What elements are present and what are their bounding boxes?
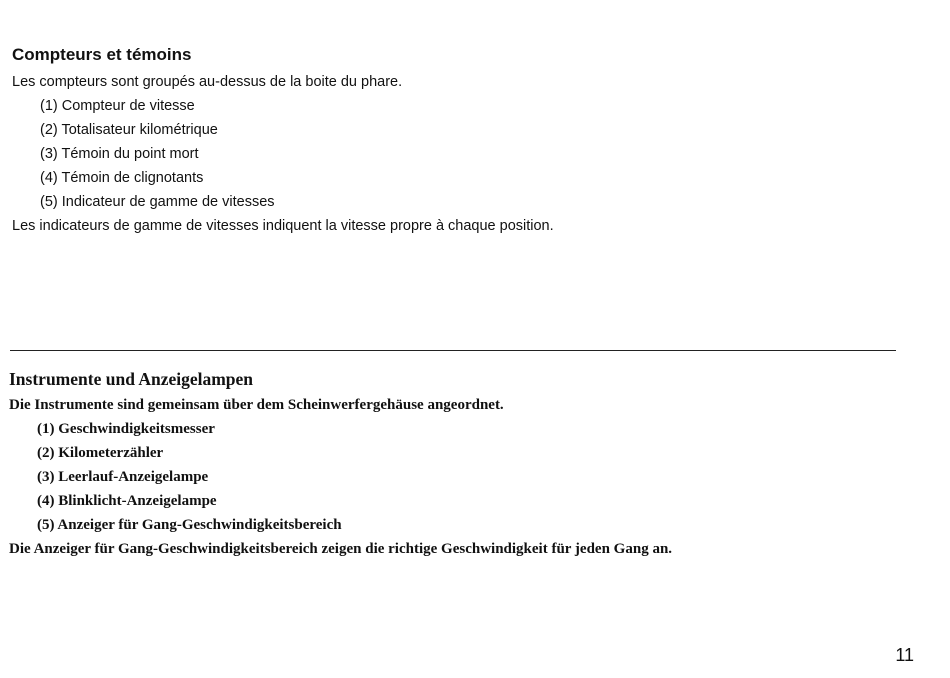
- french-item-list: [40, 94, 912, 214]
- page-number: 11: [895, 645, 914, 665]
- list-item: (1) Compteur de vitesse: [40, 98, 195, 114]
- list-item: (2) Kilometerzähler: [37, 445, 164, 461]
- list-item: (3) Témoin du point mort: [40, 146, 199, 162]
- french-closing-text: Les indicateurs de gamme de vitesses indiquent la vitesse propre à chaque position.: [12, 218, 554, 234]
- german-section: [9, 367, 929, 561]
- german-closing-text: Die Anzeiger für Gang-Geschwindigkeitsbereich zeigen die richtige Geschwindigkeit für jeden Gang an.: [9, 541, 673, 557]
- german-item-list: [37, 417, 929, 537]
- french-section: [12, 44, 912, 238]
- german-intro-text: Die Instrumente sind gemeinsam über dem Scheinwerfergehäuse angeordnet.: [9, 397, 504, 413]
- list-item: (1) Geschwindigkeitsmesser: [37, 421, 215, 437]
- list-item: (2) Totalisateur kilométrique: [40, 122, 218, 138]
- section-divider: [10, 350, 896, 351]
- list-item: (4) Blinklicht-Anzeigelampe: [37, 493, 217, 509]
- german-heading: Instrumente und Anzeigelampen: [9, 369, 254, 389]
- list-item: (5) Indicateur de gamme de vitesses: [40, 194, 275, 210]
- list-item: (4) Témoin de clignotants: [40, 170, 204, 186]
- french-heading: Compteurs et témoins: [12, 45, 192, 64]
- french-intro-text: Les compteurs sont groupés au-dessus de la boite du phare.: [12, 74, 403, 90]
- list-item: (3) Leerlauf-Anzeigelampe: [37, 469, 209, 485]
- list-item: (5) Anzeiger für Gang-Geschwindigkeitsbereich: [37, 517, 342, 533]
